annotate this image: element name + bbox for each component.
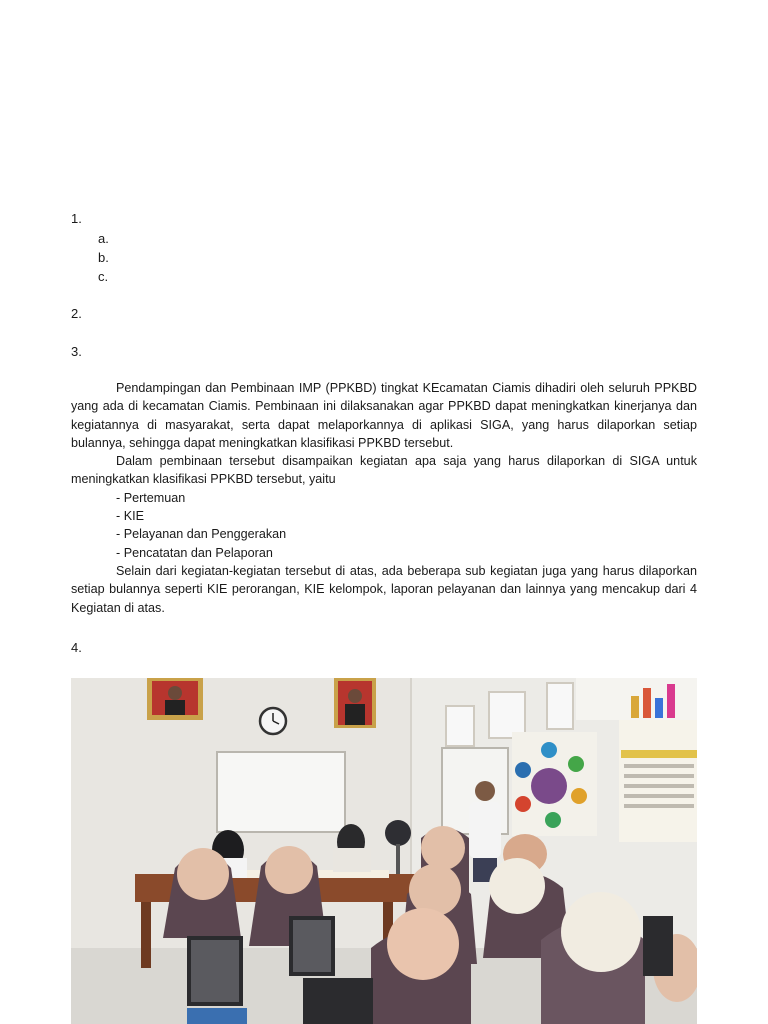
activity-item: - KIE <box>116 509 144 524</box>
meeting-photo <box>71 678 697 1024</box>
paragraph-intro: Pendampingan dan Pembinaan IMP (PPKBD) tingkat KEcamatan Ciamis dihadiri oleh seluruh PPKBD yang ada di kecamatan Ciamis. Pembinaan ini dilaksanakan agar PPKBD dapat meningkatkan kinerjanya dan kegiatannya di masyarakat, serta dapat melaporkannya di aplikasi SIGA, yang harus dilaporkan setiap bulannya, sehingga dapat meningkatkan klasifikasi PPKBD tersebut. <box>71 381 697 450</box>
paragraph-sub-activities: Selain dari kegiatan-kegiatan tersebut di atas, ada beberapa sub kegiatan juga yang harus dilaporkan setiap bulannya seperti KIE perorangan, KIE kelompok, laporan pelayanan dan lainnya yang mencakup dari 4 Kegiatan di atas. <box>71 563 697 615</box>
activity-item: - Pertemuan <box>116 490 186 505</box>
list-letter-b: b. <box>98 250 109 265</box>
activity-list <box>71 489 697 562</box>
report-body <box>71 379 697 617</box>
portrait-frame <box>334 678 376 728</box>
paragraph-siga-activities: Dalam pembinaan tersebut disampaikan kegiatan apa saja yang harus dilaporkan di SIGA untuk meningkatkan klasifikasi PPKBD tersebut, yaitu <box>71 454 697 487</box>
list-number-4: 4. <box>71 640 82 655</box>
activity-item: - Pencatatan dan Pelaporan <box>116 545 273 560</box>
list-letter-a: a. <box>98 231 109 246</box>
list-number-1: 1. <box>71 211 82 226</box>
activity-item: - Pelayanan dan Penggerakan <box>116 527 287 542</box>
list-number-3: 3. <box>71 344 82 359</box>
list-letter-c: c. <box>98 269 109 284</box>
portrait-frame <box>147 678 203 720</box>
list-number-2: 2. <box>71 306 82 321</box>
